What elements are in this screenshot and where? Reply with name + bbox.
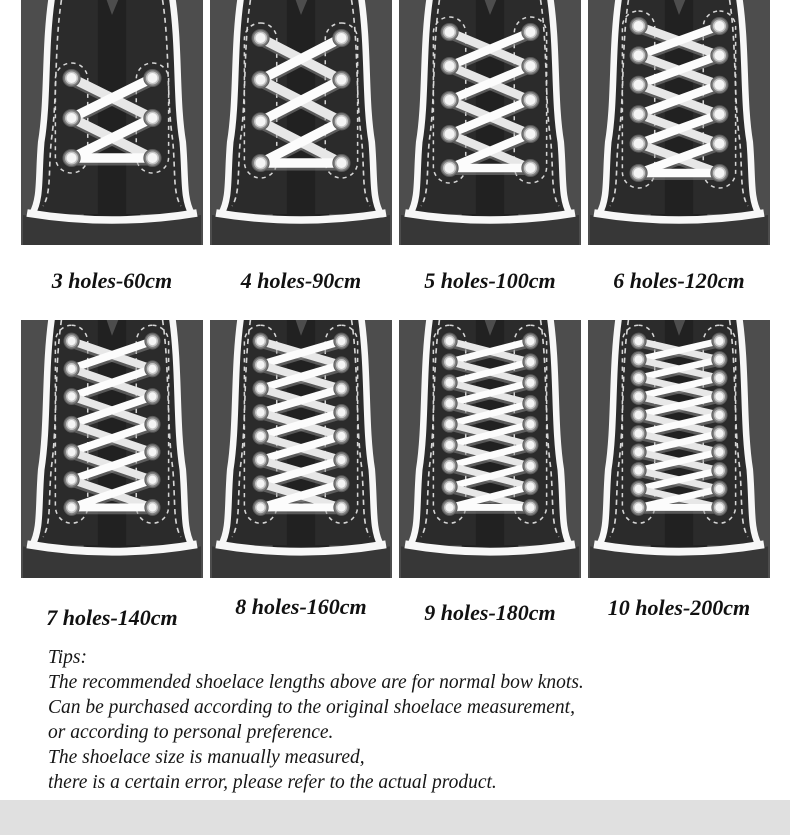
shoe-lacing-illustration-4-holes bbox=[210, 0, 392, 245]
label-row-2 bbox=[21, 592, 770, 630]
shoe-tile-7-holes bbox=[21, 320, 203, 578]
shoe-lacing-illustration-3-holes bbox=[21, 0, 203, 245]
tile-label-10-holes: 10 holes-200cm bbox=[607, 595, 751, 620]
tips-line-5: there is a certain error, please refer to the actual product. bbox=[48, 772, 497, 793]
tips-section bbox=[48, 645, 748, 795]
label-row-1 bbox=[21, 268, 770, 294]
tile-label-3-holes: 3 holes-60cm bbox=[51, 268, 173, 293]
tips-line-3: or according to personal preference. bbox=[48, 722, 334, 743]
shoe-tile-4-holes bbox=[210, 0, 392, 245]
shoe-lacing-illustration-5-holes bbox=[399, 0, 581, 245]
shoe-tile-10-holes bbox=[588, 320, 770, 578]
shoe-tile-3-holes bbox=[21, 0, 203, 245]
shoe-grid-row-2 bbox=[21, 320, 770, 578]
shoe-grid-row-1 bbox=[21, 0, 770, 245]
tips-title: Tips: bbox=[48, 647, 88, 668]
tile-label-6-holes: 6 holes-120cm bbox=[613, 268, 745, 293]
shoe-tile-6-holes bbox=[588, 0, 770, 245]
shoe-lacing-illustration-7-holes bbox=[21, 320, 203, 578]
shoe-lacing-illustration-10-holes bbox=[588, 320, 770, 578]
shoe-lacing-illustration-9-holes bbox=[399, 320, 581, 578]
shoe-lacing-illustration-8-holes bbox=[210, 320, 392, 578]
tile-label-7-holes: 7 holes-140cm bbox=[46, 605, 178, 630]
tile-label-4-holes: 4 holes-90cm bbox=[240, 268, 362, 293]
shoe-tile-8-holes bbox=[210, 320, 392, 578]
tips-line-1: The recommended shoelace lengths above are for normal bow knots. bbox=[48, 672, 584, 693]
shoe-tile-5-holes bbox=[399, 0, 581, 245]
shoe-tile-9-holes bbox=[399, 320, 581, 578]
tile-label-5-holes: 5 holes-100cm bbox=[424, 268, 556, 293]
bottom-gray-bar bbox=[0, 800, 790, 835]
tile-label-9-holes: 9 holes-180cm bbox=[424, 600, 556, 625]
tips-line-2: Can be purchased according to the original shoelace measurement, bbox=[48, 697, 575, 718]
tile-label-8-holes: 8 holes-160cm bbox=[235, 594, 367, 619]
shoe-lacing-illustration-6-holes bbox=[588, 0, 770, 245]
tips-line-4: The shoelace size is manually measured, bbox=[48, 747, 365, 768]
